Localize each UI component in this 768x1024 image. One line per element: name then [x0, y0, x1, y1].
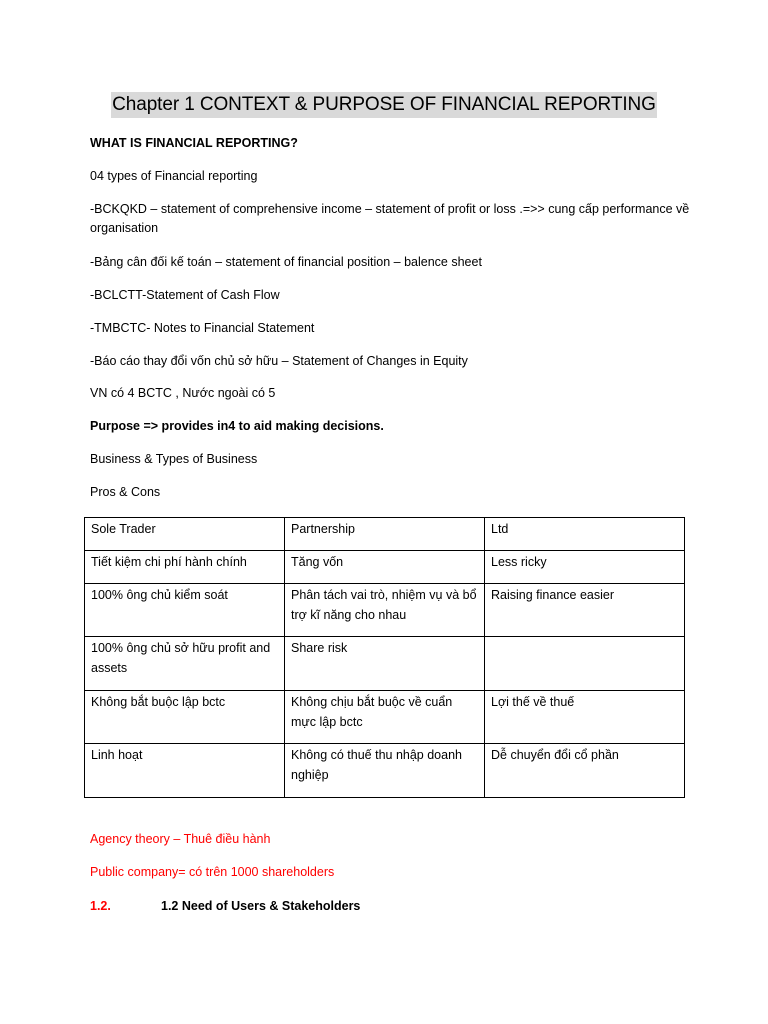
table-row [85, 551, 685, 584]
table-cell: Partnership [285, 518, 485, 551]
table-cell: Không chịu bắt buộc về cuẩn mực lập bctc [285, 691, 485, 744]
table-cell: Tiết kiệm chi phí hành chính [85, 551, 285, 584]
chapter-title: Chapter 1 CONTEXT & PURPOSE OF FINANCIAL REPORTING [111, 92, 657, 118]
what-is-heading: WHAT IS FINANCIAL REPORTING? [90, 136, 298, 150]
table-cell: Share risk [285, 637, 485, 691]
business-types-line: Business & Types of Business [90, 452, 258, 466]
table-cell: Raising finance easier [485, 584, 685, 637]
section-title: 1.2 Need of Users & Stakeholders [161, 899, 361, 913]
table-row [85, 744, 685, 798]
table-cell: Sole Trader [85, 518, 285, 551]
bcthvcsh-line: -Báo cáo thay đổi vốn chủ sở hữu – Statement of Changes in Equity [90, 354, 468, 368]
tmbctc-line: -TMBCTC- Notes to Financial Statement [90, 321, 315, 335]
table-row [85, 584, 685, 637]
table-cell: 100% ông chủ kiểm soát [85, 584, 285, 637]
agency-theory-line: Agency theory – Thuê điều hành [90, 832, 271, 846]
table-cell [485, 637, 685, 691]
table-row [85, 637, 685, 691]
pros-cons-line: Pros & Cons [90, 485, 161, 499]
table-cell: Dễ chuyển đổi cổ phần [485, 744, 685, 798]
bckqkd-line: -BCKQKD – statement of comprehensive income – statement of profit or loss .=>> cung cấp performance về organisation [90, 202, 690, 235]
table-cell: Lợi thế về thuế [485, 691, 685, 744]
table-cell: Phân tách vai trò, nhiệm vụ và bổ trợ kĩ năng cho nhau [285, 584, 485, 637]
pros-cons-table [84, 517, 685, 798]
public-company-line: Public company= có trên 1000 shareholders [90, 865, 335, 879]
types-count-line: 04 types of Financial reporting [90, 169, 258, 183]
table-cell: Không có thuế thu nhập doanh nghiệp [285, 744, 485, 798]
title-wrap [0, 92, 768, 118]
bcdkt-line: -Bảng cân đối kế toán – statement of financial position – balence sheet [90, 255, 482, 269]
table-cell: Ltd [485, 518, 685, 551]
table-cell: Less ricky [485, 551, 685, 584]
vn-count-line: VN có 4 BCTC , Nước ngoài có 5 [90, 386, 276, 400]
table-row [85, 518, 685, 551]
table-cell: Tăng vốn [285, 551, 485, 584]
table-row [85, 691, 685, 744]
section-number: 1.2. [90, 899, 111, 913]
bclctt-line: -BCLCTT-Statement of Cash Flow [90, 288, 280, 302]
purpose-line: Purpose => provides in4 to aid making decisions. [90, 419, 384, 433]
table-cell: Linh hoạt [85, 744, 285, 798]
table-cell: Không bắt buộc lập bctc [85, 691, 285, 744]
table-cell: 100% ông chủ sở hữu profit and assets [85, 637, 285, 691]
